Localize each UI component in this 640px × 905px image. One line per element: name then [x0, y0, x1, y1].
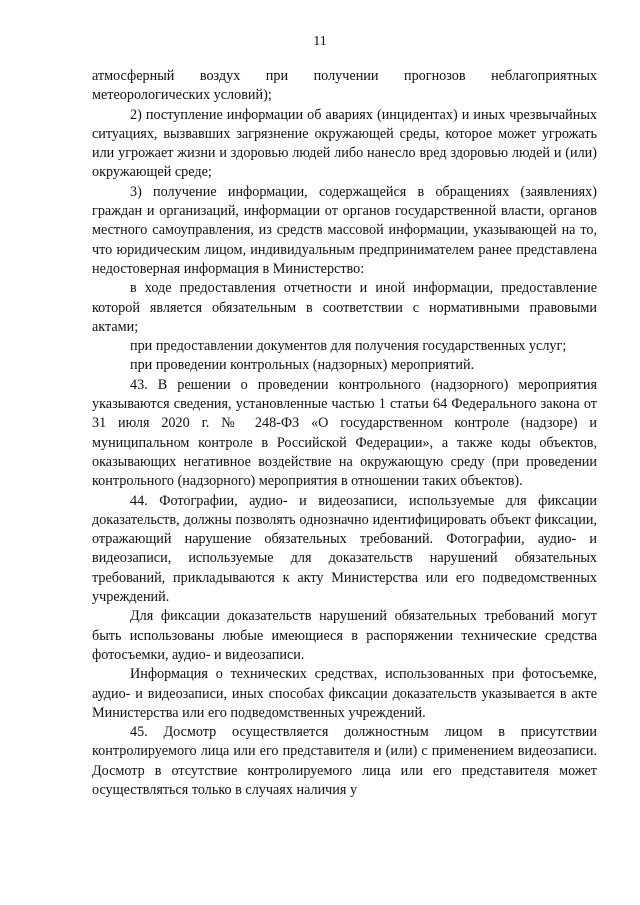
paragraph-control-measures-case: при проведении контрольных (надзорных) мероприятий.: [130, 357, 475, 374]
paragraph-clause-43: 43. В решении о проведении контрольного (надзорного) мероприятия указываются сведения, установленные частью 1 статьи 64 Федерального закона от 31 июля 2020 г. № 248-ФЗ «О государственном контроле (надзоре) и муниципальном контроле в Российской Федерации», а также коды объектов, оказывающих негативное воздействие на окружающую среду (при проведении контрольного (надзорного) мероприятия в отношении таких объектов).: [92, 376, 597, 490]
paragraph-continuation: атмосферный воздух при получении прогнозов неблагоприятных метеорологических условий);: [92, 68, 597, 104]
paragraph-reporting-case: в ходе предоставления отчетности и иной информации, предоставление которой является обязательным в соответствии с нормативными правовыми актами;: [92, 280, 597, 335]
page-number: 11: [313, 34, 327, 49]
document-body: [92, 67, 597, 800]
paragraph-evidence-means: Для фиксации доказательств нарушений обязательных требований могут быть использованы любые имеющиеся в распоряжении технические средства фотосъемки, аудио- и видеозаписи.: [92, 608, 597, 663]
paragraph-clause-45: 45. Досмотр осуществляется должностным лицом в присутствии контролируемого лица или его представителя и (или) с применением видеозаписи. Досмотр в отсутствие контролируемого лица или его представителя может осуществляться только в случаях наличия у: [92, 724, 597, 798]
paragraph-item-2: 2) поступление информации об авариях (инцидентах) и иных чрезвычайных ситуациях, вызвавших загрязнение окружающей среды, которое может угрожать или угрожает жизни и здоровью людей либо нанесло вред здоровью людей и (или) окружающей среде;: [92, 106, 597, 181]
paragraph-clause-44: 44. Фотографии, аудио- и видеозаписи, используемые для фиксации доказательств, должны позволять однозначно идентифицировать объект фиксации, отражающий нарушение обязательных требований. Фотографии, аудио- и видеозаписи, используемые для доказательств нарушений обязательных требований, прикладываются к акту Министерства или его подведомственных учреждений.: [92, 492, 597, 606]
paragraph-item-3: 3) получение информации, содержащейся в обращениях (заявлениях) граждан и организаций, информации от органов государственной власти, органов местного самоуправления, из средств массовой информации, указывающей на то, что юридическим лицом, индивидуальным предпринимателем ранее представлена недостоверная информация в Министерство:: [92, 183, 597, 277]
paragraph-state-services-case: при предоставлении документов для получения государственных услуг;: [130, 338, 567, 355]
paragraph-technical-means-info: Информация о технических средствах, использованных при фотосъемке, аудио- и видеозаписи, иных способах фиксации доказательств указывается в акте Министерства или его подведомственных учреждений.: [92, 666, 597, 721]
